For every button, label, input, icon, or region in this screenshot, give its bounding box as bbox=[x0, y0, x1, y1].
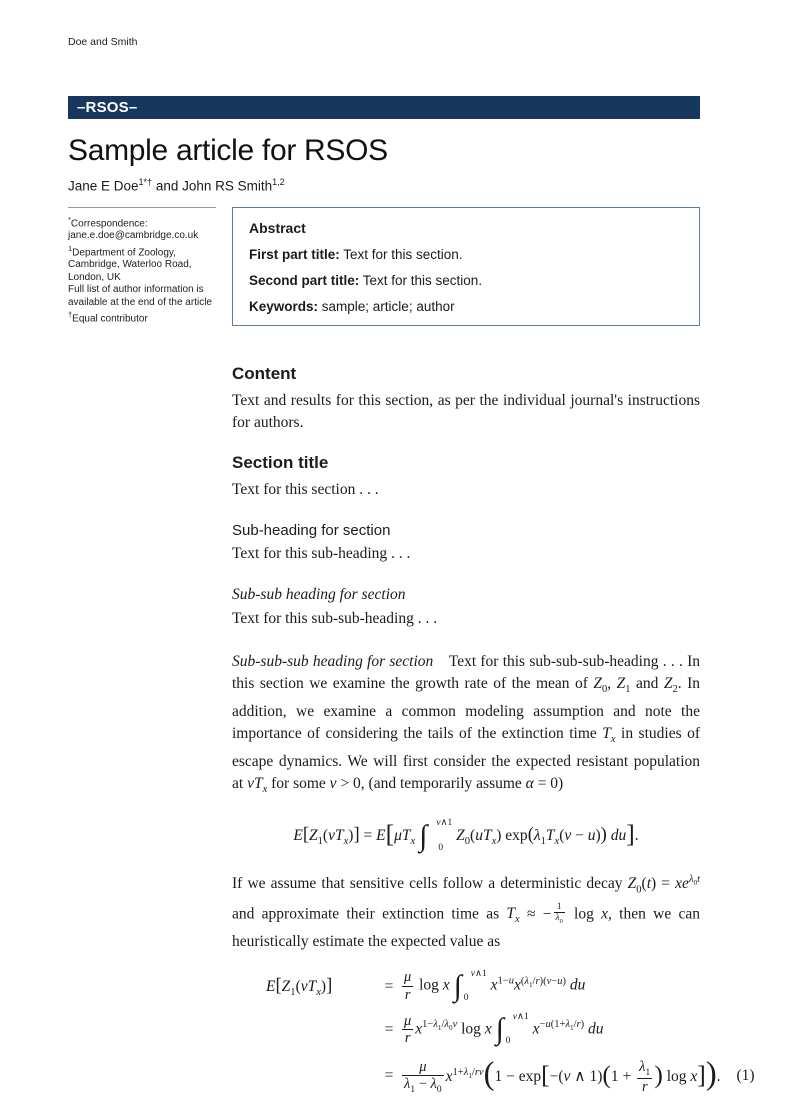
subsubsection-heading: Sub-sub heading for section bbox=[232, 585, 406, 603]
abstract-item-label: First part title: bbox=[249, 246, 340, 262]
article-title: Sample article for RSOS bbox=[68, 134, 388, 167]
equation-relation: = bbox=[384, 1066, 394, 1084]
abstract-item-keywords bbox=[249, 299, 683, 314]
sidebar-divider bbox=[68, 207, 216, 208]
abstract-item-second bbox=[249, 273, 683, 288]
abstract-item-text: Text for this section. bbox=[359, 272, 483, 288]
abstract-heading: Abstract bbox=[249, 219, 306, 236]
abstract-item-text: Text for this section. bbox=[339, 246, 463, 262]
equation-lhs: $E[Z_1(vT_x)]$ bbox=[266, 975, 333, 999]
equal-contributor-note: †Equal contributor bbox=[68, 310, 148, 325]
author-line: Jane E Doe$^{1*\dagger}$ and John RS Smith$^{1,2}$ bbox=[68, 177, 285, 194]
content-paragraph: Text and results for this section, as per the individual journal's instructions for authors. bbox=[232, 391, 700, 431]
abstract-item-text: sample; article; author bbox=[318, 298, 455, 314]
affiliation-line: London, UK bbox=[68, 271, 121, 283]
equation-rhs: $\frac{\mu}{\lambda_1 - \lambda_0}$ $x^{1+\lambda_1/rv}(1 - \exp[-(v$ ∧ 1)(1 + $\frac{\lambda_1}{r}$ ) log x]). bbox=[404, 1055, 721, 1096]
equation-array bbox=[232, 968, 755, 1096]
abstract-item-label: Keywords: bbox=[249, 298, 319, 314]
abstract-item-label: Second part title: bbox=[249, 272, 360, 288]
equation-rhs: $\frac{\mu}{r}$ $x^{1-\lambda_1/\lambda_0v}$ log x ∫ v∧1 0 $x^{-u(1+\lambda_1/r)}$ du bbox=[404, 1011, 604, 1047]
correspondence-note bbox=[68, 207, 216, 326]
running-header: Doe and Smith bbox=[68, 36, 138, 48]
affiliation-line: $^1$Department of Zoology, bbox=[68, 243, 176, 258]
abstract-item-first bbox=[249, 247, 683, 262]
equation-relation: = bbox=[384, 1020, 394, 1038]
author-info-note: Full list of author information is bbox=[68, 284, 204, 296]
equation-relation: = bbox=[384, 977, 394, 995]
correspondence-email: jane.e.doe@cambridge.co.uk bbox=[68, 230, 199, 242]
equation-tag: (1) bbox=[736, 1066, 755, 1084]
affiliation-line: Cambridge, Waterloo Road, bbox=[68, 259, 192, 271]
subsection-heading: Sub-heading for section bbox=[232, 521, 391, 539]
correspondence-label: *Correspondence: bbox=[68, 214, 148, 229]
section-heading: Section title bbox=[232, 452, 329, 472]
display-equation: $E[Z_1(vT_x)] = E[\mu T_x$ ∫ v∧1 0 $Z_0(uT_x) \exp(\lambda_1T_x(v - u))$ du]. bbox=[293, 818, 639, 853]
equation-rhs: $\frac{\mu}{r}$ log x ∫ v∧1 0 $x^{1-u}x^{(\lambda_1/r)(v-u)}$ du bbox=[404, 968, 586, 1004]
section-paragraph: Text for this section . . . bbox=[232, 480, 379, 498]
content-heading: Content bbox=[232, 363, 297, 383]
subsubsection-paragraph: Text for this sub-sub-heading . . . bbox=[232, 609, 438, 627]
author-info-note: available at the end of the article bbox=[68, 296, 212, 308]
column-gap bbox=[216, 207, 232, 326]
decay-paragraph: If we assume that sensitive cells follow a deterministic decay $Z_0(t) = xe^{\lambda_0t}$ and approximate their extinction time as $T_x$ ≈ − $\frac{1}{\lambda_0}$ log x, then we can heuristically estimate the expected value as bbox=[232, 874, 701, 951]
abstract-box bbox=[232, 207, 700, 326]
journal-banner bbox=[68, 96, 700, 119]
subsection-paragraph: Text for this sub-heading . . . bbox=[232, 544, 411, 562]
front-matter-row bbox=[68, 207, 700, 326]
subsubsub-paragraph: Sub-sub-sub heading for section Text for this sub-sub-sub-heading . . . In this section we examine the growth rate of the mean of $Z_0$, $Z_1$ and $Z_2$. In addition, we examine a common modeling assumption and note the importance of considering the tails of the extinction time $T_x$ in studies of escape dynamics. We will first consider the expected resistant population at $vT_x$ for some v > 0, (and temporarily assume α = 0) bbox=[232, 652, 700, 796]
journal-banner-label: –RSOS– bbox=[77, 99, 138, 116]
main-column bbox=[232, 363, 755, 1096]
